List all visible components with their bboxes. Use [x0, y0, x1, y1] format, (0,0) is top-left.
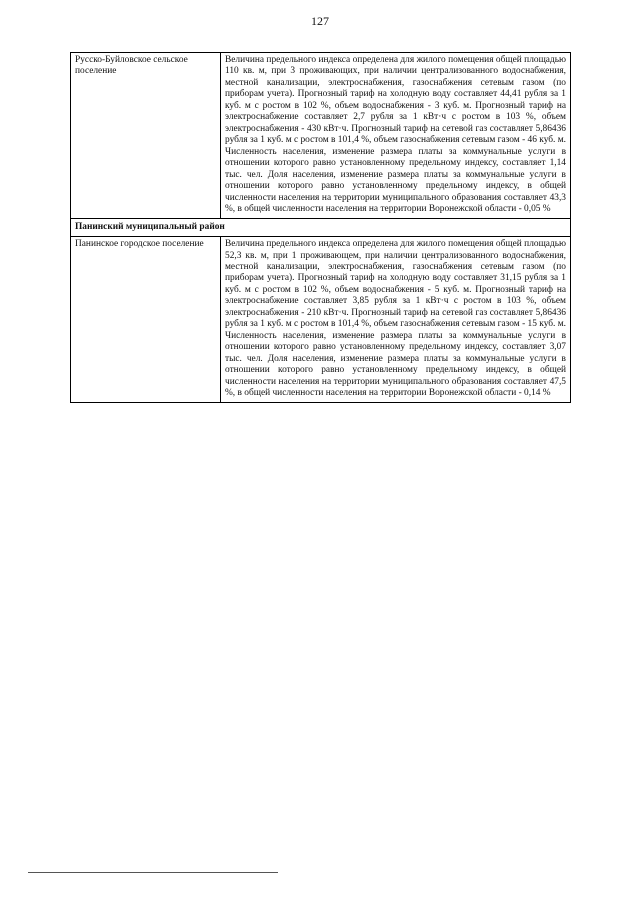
- index-description: Величина предельного индекса определена для жилого помещения общей площадью 52,3 кв. м, при 1 проживающем, при наличии централизованного водоснабжения, местной канализации, электроснабжения, газоснабжения сетевым газом (по приборам учета). Прогнозный тариф на холодную воду составляет 31,15 рубля за 1 куб. м с ростом в 102 %, объем водоснабжения - 5 куб. м. Прогнозный тариф на электроснабжение составляет 3,85 рубля за 1 кВт·ч с ростом в 103 %, объем электроснабжения - 210 кВт·ч. Прогнозный тариф на сетевой газ составляет 5,86436 рубля за 1 куб. м с ростом в 101,4 %, объем газоснабжения сетевым газом - 15 куб. м. Численность населения, изменение размера платы за коммунальные услуги в отношении которого равно установленному предельному индексу, составляет 3,07 тыс. чел. Доля населения, изменение размера платы за коммунальные услуги в отношении которого равно установленному предельному индексу, в общей численности населения на территории муниципального образования составляет 47,5 %, в общей численности населения на территории Воронежской области - 0,14 %: [221, 237, 571, 403]
- settlement-name: Панинское городское поселение: [71, 237, 221, 403]
- table-row: [71, 53, 571, 219]
- district-name: Панинский муниципальный район: [71, 218, 571, 236]
- footer-rule: [28, 872, 278, 873]
- section-header-row: [71, 218, 571, 236]
- index-table: [70, 52, 571, 403]
- page-number: 127: [311, 14, 329, 28]
- index-description: Величина предельного индекса определена для жилого помещения общей площадью 110 кв. м, при 3 проживающих, при наличии централизованного водоснабжения, местной канализации, электроснабжения, газоснабжения сетевым газом (по приборам учета). Прогнозный тариф на холодную воду составляет 44,41 рубля за 1 куб. м с ростом в 102 %, объем водоснабжения - 3 куб. м. Прогнозный тариф на электроснабжение составляет 2,7 рубля за 1 кВт·ч с ростом в 103 %, объем электроснабжения - 430 кВт·ч. Прогнозный тариф на сетевой газ составляет 5,86436 рубля за 1 куб. м с ростом в 101,4 %, объем газоснабжения сетевым газом - 46 куб. м. Численность населения, изменение размера платы за коммунальные услуги в отношении которого равно установленному предельному индексу, составляет 1,14 тыс. чел. Доля населения, изменение размера платы за коммунальные услуги в отношении которого равно установленному предельному индексу, в общей численности населения на территории муниципального образования составляет 43,3 %, в общей численности населения на территории Воронежской области - 0,05 %: [221, 53, 571, 219]
- table-row: [71, 237, 571, 403]
- settlement-name: Русско-Буйловское сельское поселение: [71, 53, 221, 219]
